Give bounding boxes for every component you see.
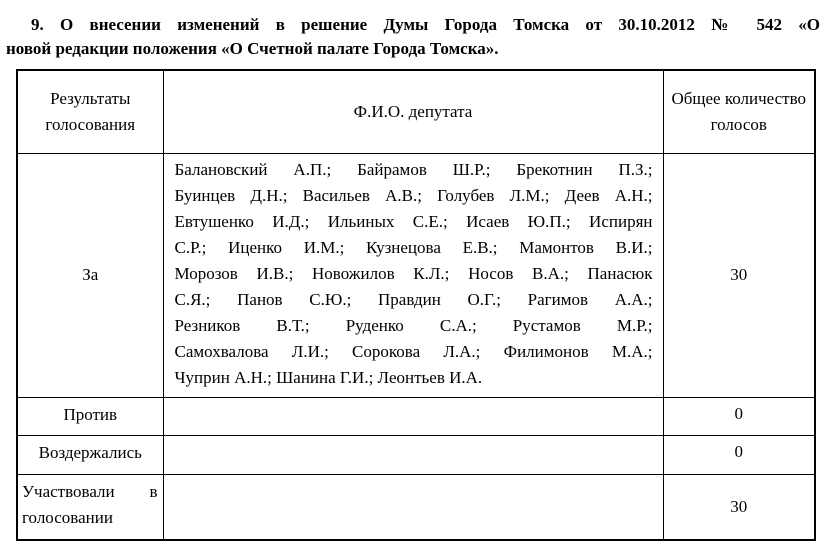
- table-row-uchastvovali: [17, 474, 815, 540]
- result-label-vozderzhalis: Воздержались: [17, 435, 163, 474]
- voting-results-table: [16, 69, 816, 541]
- result-label-protiv: Против: [17, 397, 163, 435]
- header-total-votes: Общее количество голосов: [663, 70, 815, 153]
- result-label-uchastvovali: Участвовали в голосовании: [17, 474, 163, 540]
- vote-count-protiv: 0: [663, 397, 815, 435]
- deputies-list-za: Балановский А.П.; Байрамов Ш.Р.; Брекотнин П.З.; Буинцев Д.Н.; Васильев А.В.; Голубев Л.М.; Деев А.Н.; Евтушенко И.Д.; Ильиных С.Е.; Исаев Ю.П.; Испирян С.Р.; Иценко И.М.; Кузнецова Е.В.; Мамонтов В.И.; Морозов И.В.; Новожилов К.Л.; Носов В.А.; Панасюк С.Я.; Панов С.Ю.; Правдин О.Г.; Рагимов А.А.; Резников В.Т.; Руденко С.А.; Рустамов М.Р.; Самохвалова Л.И.; Сорокова Л.А.; Филимонов М.А.; Чуприн А.Н.; Шанина Г.И.; Леонтьев И.А.: [163, 153, 663, 397]
- result-label-za: За: [17, 153, 163, 397]
- deputies-list-vozderzhalis-empty: [163, 435, 663, 474]
- vote-count-uchastvovali: 30: [663, 474, 815, 540]
- table-row-vozderzhalis: [17, 435, 815, 474]
- header-deputy-name: Ф.И.О. депутата: [163, 70, 663, 153]
- header-voting-results: Результаты голосования: [17, 70, 163, 153]
- page-title: 9. О внесении изменений в решение Думы Города Томска от 30.10.2012 № 542 «О новой редакции положения «О Счетной палате Города Томска».: [6, 15, 820, 58]
- deputies-list-protiv-empty: [163, 397, 663, 435]
- vote-count-vozderzhalis: 0: [663, 435, 815, 474]
- table-header-row: [17, 70, 815, 153]
- table-row-protiv: [17, 397, 815, 435]
- table-row-za: [17, 153, 815, 397]
- vote-count-za: 30: [663, 153, 815, 397]
- deputies-list-uchastvovali-empty: [163, 474, 663, 540]
